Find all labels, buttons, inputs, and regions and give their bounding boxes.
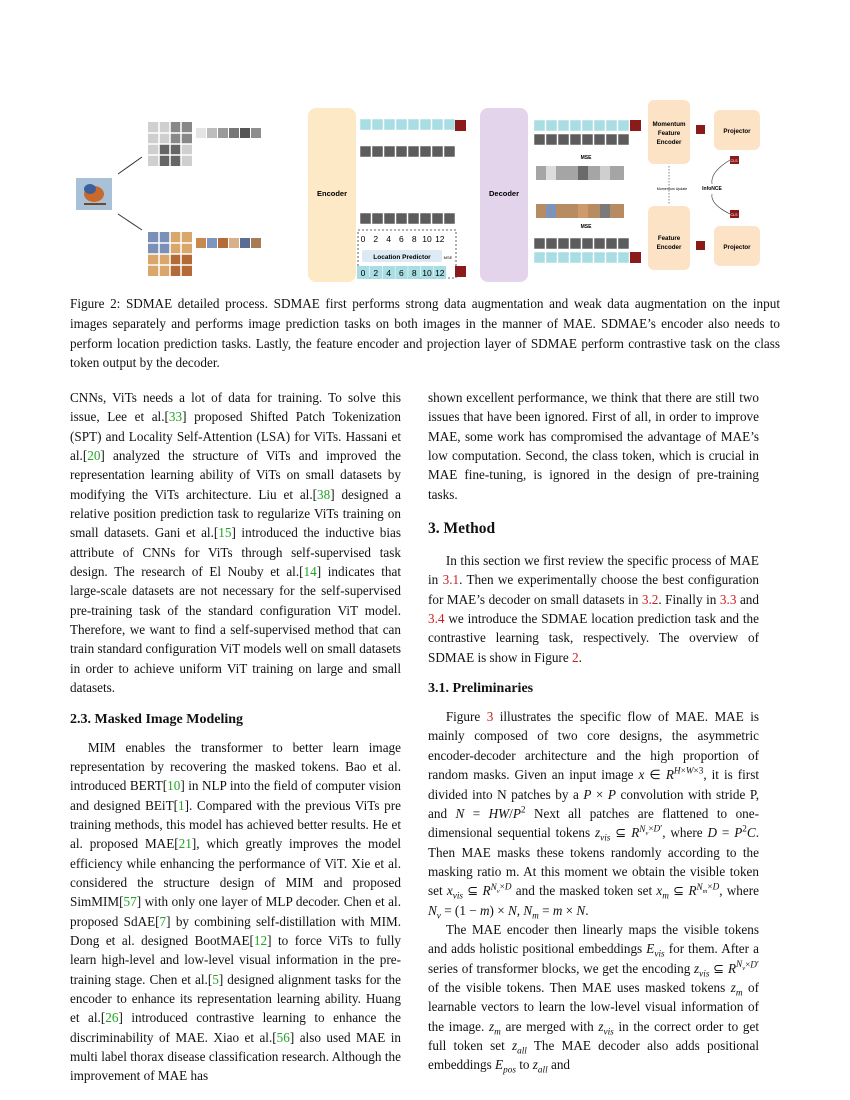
encoder-output-bottom-gray bbox=[360, 213, 455, 224]
position-id: 6 bbox=[399, 268, 404, 278]
position-id: 10 bbox=[422, 234, 432, 244]
reconstructed-patches-bottom bbox=[536, 204, 624, 218]
decoder-output-bottom-gray bbox=[534, 238, 629, 249]
encoder-output-top-gray bbox=[360, 146, 455, 157]
citation-link[interactable]: 1 bbox=[178, 797, 185, 813]
token bbox=[408, 119, 419, 130]
momentum-label-line2: Feature bbox=[657, 130, 681, 137]
sdmae-diagram bbox=[70, 92, 780, 284]
token bbox=[384, 119, 395, 130]
token bbox=[618, 252, 629, 263]
feature-encoder-label-line1: Feature bbox=[657, 235, 681, 242]
math-evis: $E_{vis}$ bbox=[646, 941, 665, 959]
math-num-patches: N bbox=[455, 805, 465, 821]
position-id: 2 bbox=[373, 268, 379, 278]
token bbox=[546, 120, 557, 131]
token bbox=[546, 238, 557, 249]
token bbox=[432, 146, 443, 157]
token bbox=[606, 238, 617, 249]
arrow-to-weak-aug bbox=[118, 157, 142, 174]
citation-link[interactable]: 10 bbox=[167, 778, 181, 794]
position-ids-predicted bbox=[361, 234, 445, 244]
decoder-output-top-gray bbox=[534, 134, 629, 145]
position-id: 0 bbox=[360, 234, 366, 244]
token bbox=[558, 120, 569, 131]
caption-body: SDMAE detailed process. SDMAE first performs strong data augmentation and weak data augmentation on the input images separately and performs image prediction tasks on both images in the manner of MAE. SDMAE’s encoder also needs to perform location prediction tasks. Lastly, the feature encoder and projection layer of SDMAE perform contrastive task on the class token output by the decoder. bbox=[70, 296, 780, 371]
section-link[interactable]: 3.4 bbox=[428, 611, 445, 627]
token bbox=[408, 213, 419, 224]
section-heading-method: 3. Method bbox=[428, 520, 496, 538]
math-input-image: x bbox=[638, 767, 645, 783]
right-column bbox=[428, 388, 759, 1075]
mim-paragraph: MIM enables the transformer to better learn image representation by recovering the masked tokens. Bao et al. introduced BERT[10] in NLP into the field of computer vision and designed BEiT[1]. Compared with the previous ViTs pre training methods, this model has achieved better results. He et al. proposed MAE[21], which greatly improves the model efficiency while enhancing the performance of ViT. Xie et al. considered the structure design of MIM and proposed SimMIM[57] with only one layer of MLP decoder. Chen et al. proposed SdAE[7] by combining self-distillation with MIM. Dong et al. designed BootMAE[12] to force ViTs to fully learn high-level and low-level visual information in the pre-training stage. Chen et al.[5] designed alignment tasks for the encoder to enhance its representation learning ability. Huang et al.[26] introduced contrastive learning to enhance the discriminability of MAE. Xiao et al.[56] also used MAE in multi label thorax disease classification research. Although the improvement of MAE has bbox=[70, 739, 402, 1084]
token bbox=[444, 213, 455, 224]
math-zall: $z_{all}$ bbox=[511, 1037, 527, 1056]
location-predictor-label: Location Predictor bbox=[373, 254, 431, 261]
token bbox=[420, 213, 431, 224]
cls-token-encoder-top bbox=[455, 120, 466, 131]
token bbox=[606, 120, 617, 131]
section-link[interactable]: 3.1 bbox=[442, 572, 460, 588]
momentum-label-line3: Encoder bbox=[656, 139, 682, 146]
issues-paragraph: shown excellent performance, we think that there are still two issues that have been ignored. First of all, in order to improve MAE, some work has compromised the advantage of MAE’s low computation. Second, the class token, which is crucial in MAE fine-tuning, is ignored in the design of pre-training tasks. bbox=[428, 390, 759, 502]
token bbox=[360, 146, 371, 157]
infonce-label: InfoNCE bbox=[702, 186, 722, 192]
math-zvis-enc: $z_{vis}$ bbox=[694, 960, 710, 979]
token bbox=[534, 134, 545, 145]
token bbox=[432, 119, 443, 130]
cls-bottom-label: CLS bbox=[730, 213, 738, 217]
token bbox=[444, 146, 455, 157]
citation-link[interactable]: 14 bbox=[303, 564, 317, 580]
token bbox=[594, 134, 605, 145]
token bbox=[618, 134, 629, 145]
cls-token-decoder-top bbox=[630, 120, 641, 131]
strong-aug-visible-patches bbox=[196, 238, 261, 248]
token bbox=[582, 120, 593, 131]
section-heading-preliminaries: 3.1. Preliminaries bbox=[428, 681, 534, 697]
token bbox=[360, 119, 371, 130]
method-overview-paragraph: In this section we first review the specific process of MAE in 3.1. Then we experimentally choose the best configuration for MAE’s decoder on small datasets in 3.2. Finally in 3.3 and 3.4 we introduce the SDMAE location prediction task and the contrastive learning task, respectively. The overview of SDMAE is show in Figure 2. bbox=[428, 553, 759, 665]
cls-token-projector-bottom bbox=[696, 241, 705, 250]
section-link[interactable]: 3.2 bbox=[641, 591, 659, 607]
position-ids-target bbox=[357, 266, 446, 279]
token bbox=[534, 120, 545, 131]
citation-link[interactable]: 38 bbox=[317, 486, 331, 502]
cls-top-label: CLS bbox=[730, 159, 738, 163]
position-id: 4 bbox=[386, 234, 391, 244]
position-id: 2 bbox=[373, 234, 379, 244]
token bbox=[582, 252, 593, 263]
citation-link[interactable]: 56 bbox=[276, 1029, 290, 1045]
token bbox=[420, 146, 431, 157]
position-id: 8 bbox=[411, 268, 417, 278]
arrow-to-strong-aug bbox=[118, 214, 142, 230]
token bbox=[558, 252, 569, 263]
figure-link[interactable]: 3 bbox=[486, 709, 494, 725]
token bbox=[408, 146, 419, 157]
math-xvis: $x_{vis}$ bbox=[446, 883, 464, 901]
strong-aug-patch-grid bbox=[148, 232, 192, 276]
token bbox=[606, 252, 617, 263]
token bbox=[420, 119, 431, 130]
token bbox=[570, 238, 581, 249]
position-id: 4 bbox=[386, 268, 391, 278]
math-xm: $x_m$ bbox=[656, 883, 669, 901]
math-counts: $N_v$ bbox=[428, 902, 441, 921]
token bbox=[618, 120, 629, 131]
token bbox=[396, 213, 407, 224]
figure-link[interactable]: 2 bbox=[571, 649, 579, 665]
mse-top-label: MSE bbox=[580, 155, 592, 161]
token bbox=[594, 238, 605, 249]
citation-link[interactable]: 21 bbox=[178, 836, 192, 852]
citation-link[interactable]: 7 bbox=[159, 913, 167, 929]
position-id: 10 bbox=[422, 268, 432, 278]
projector-top-label: Projector bbox=[723, 128, 751, 135]
citation-link[interactable]: 15 bbox=[218, 525, 232, 541]
position-id: 12 bbox=[435, 268, 445, 278]
position-id: 6 bbox=[399, 234, 404, 244]
token bbox=[360, 213, 371, 224]
weak-aug-visible-patches bbox=[196, 128, 261, 138]
token bbox=[570, 252, 581, 263]
related-work-paragraph: CNNs, ViTs needs a lot of data for training. To solve this issue, Lee et al.[33] proposed Shifted Patch Tokenization (SPT) and Locality Self-Attention (LSA) for ViTs. Hassani et al.[20] analyzed the structure of ViTs and improved the representation learning ability of ViTs on small datasets by modifying the ViTs architecture. Liu et al.[38] designed a relative position prediction task to regularize ViTs training on small datasets. Gani et al.[15] introduced the inductive bias attribute of CNNs for ViTs through self-supervised task design. The research of El Nouby et al.[14] indicates that large-scale datasets are not necessary for the self-supervised pre-training task of the standard configuration ViT model. Therefore, we want to find a self-supervised method that can train standard configuration ViT models well on small datasets in order to achieve uniform ViT training on large and small datasets. bbox=[70, 390, 402, 696]
reconstructed-patches-top bbox=[536, 166, 624, 180]
mse-small-label: MSE bbox=[443, 255, 453, 260]
momentum-update-label: Momentum Update bbox=[656, 187, 688, 191]
token bbox=[594, 252, 605, 263]
token bbox=[570, 134, 581, 145]
mse-bottom-label: MSE bbox=[580, 224, 592, 230]
citation-link[interactable]: 26 bbox=[105, 1010, 119, 1026]
math-zm-2: $z_m$ bbox=[488, 1018, 501, 1037]
token bbox=[384, 213, 395, 224]
token bbox=[582, 238, 593, 249]
token bbox=[396, 119, 407, 130]
cls-token-encoder-bottom bbox=[455, 266, 466, 277]
citation-link[interactable]: 5 bbox=[212, 971, 219, 987]
token bbox=[372, 213, 383, 224]
weak-aug-patch-grid bbox=[148, 122, 192, 166]
token bbox=[546, 134, 557, 145]
token bbox=[396, 146, 407, 157]
math-zm: $z_m$ bbox=[730, 979, 743, 998]
token bbox=[618, 238, 629, 249]
math-dimension: D bbox=[707, 825, 718, 841]
token bbox=[570, 120, 581, 131]
token bbox=[558, 134, 569, 145]
token bbox=[546, 252, 557, 263]
encoder-paragraph: The MAE encoder then linearly maps the visible tokens and adds holistic positional embeddings $E_{vis}$ for them. After a series of transformer blocks, we get the encoding $z_{vis}$ ⊆ $R^{N_v\times D'}$ of the visible tokens. Then MAE uses masked tokens $z_m$ of learnable vectors to learn the low-level visual information of the image. $z_m$ are merged with $z_{vis}$ in the correct order to get full token set $z_{all}$ The MAE decoder also adds positional embeddings $E_{pos}$ to $z_{all}$ and bbox=[428, 921, 759, 1075]
cls-token-projector-top bbox=[696, 125, 705, 134]
math-epos: $E_{pos}$ bbox=[495, 1057, 516, 1075]
citation-link[interactable]: 57 bbox=[123, 894, 137, 910]
position-id: 12 bbox=[435, 234, 445, 244]
caption-lead: Figure 2: bbox=[70, 296, 121, 311]
token bbox=[534, 252, 545, 263]
decoder-output-bottom-teal bbox=[534, 252, 629, 263]
preliminaries-paragraph: Figure 3 illustrates the specific flow of MAE. MAE is mainly composed of two core designs, the asymmetric encoder-decoder architecture and the high proportion of random masks. Given an input image x ∈ $R^{H\times W\times 3}$, it is first divided into N patches by a P × P convolution with stride P, and $N = HW/P^2$ Next all patches are flattened to one-dimensional sequential tokens $z_{vis}$ ⊆ $R^{N_v\times D'}$, where $D = P^2C$. Then MAE masks these tokens randomly according to the masking ratio m. At this moment we obtain the visible token set $x_{vis}$ ⊆ $R^{N_v\times D}$ and the masked token set $x_m$ ⊆ $R^{N_m\times D}$, where $N_v = (1 - m) \times N$, $N_m = m \times N$. bbox=[428, 709, 760, 921]
encoder-output-top-teal bbox=[360, 119, 455, 130]
token bbox=[372, 146, 383, 157]
citation-link[interactable]: 20 bbox=[87, 448, 101, 464]
section-heading-2-3: 2.3. Masked Image Modeling bbox=[70, 711, 244, 727]
projector-bottom-label: Projector bbox=[723, 244, 751, 251]
token bbox=[558, 238, 569, 249]
encoder-label: Encoder bbox=[316, 189, 348, 198]
math-zvis-2: $z_{vis}$ bbox=[598, 1018, 614, 1037]
cls-token-decoder-bottom bbox=[630, 252, 641, 263]
figure-caption bbox=[70, 294, 780, 373]
citation-link[interactable]: 12 bbox=[253, 932, 268, 948]
position-id: 8 bbox=[411, 234, 417, 244]
decoder-label: Decoder bbox=[488, 189, 520, 198]
input-bird-image bbox=[76, 178, 112, 210]
left-column bbox=[70, 388, 401, 1086]
token bbox=[606, 134, 617, 145]
math-patch-size: P bbox=[583, 786, 592, 802]
section-link[interactable]: 3.3 bbox=[719, 591, 737, 607]
math-zvis: $z_{vis}$ bbox=[594, 825, 611, 843]
token bbox=[372, 119, 383, 130]
position-id: 0 bbox=[360, 268, 366, 278]
token bbox=[582, 134, 593, 145]
token bbox=[432, 213, 443, 224]
math-zall-2: $z_{all}$ bbox=[532, 1057, 548, 1075]
token bbox=[594, 120, 605, 131]
token bbox=[444, 119, 455, 130]
momentum-label-line1: Momentum bbox=[652, 121, 686, 128]
feature-encoder-label-line2: Encoder bbox=[656, 244, 682, 251]
token bbox=[384, 146, 395, 157]
citation-link[interactable]: 33 bbox=[168, 409, 183, 425]
token bbox=[534, 238, 545, 249]
decoder-output-top-teal bbox=[534, 120, 629, 131]
